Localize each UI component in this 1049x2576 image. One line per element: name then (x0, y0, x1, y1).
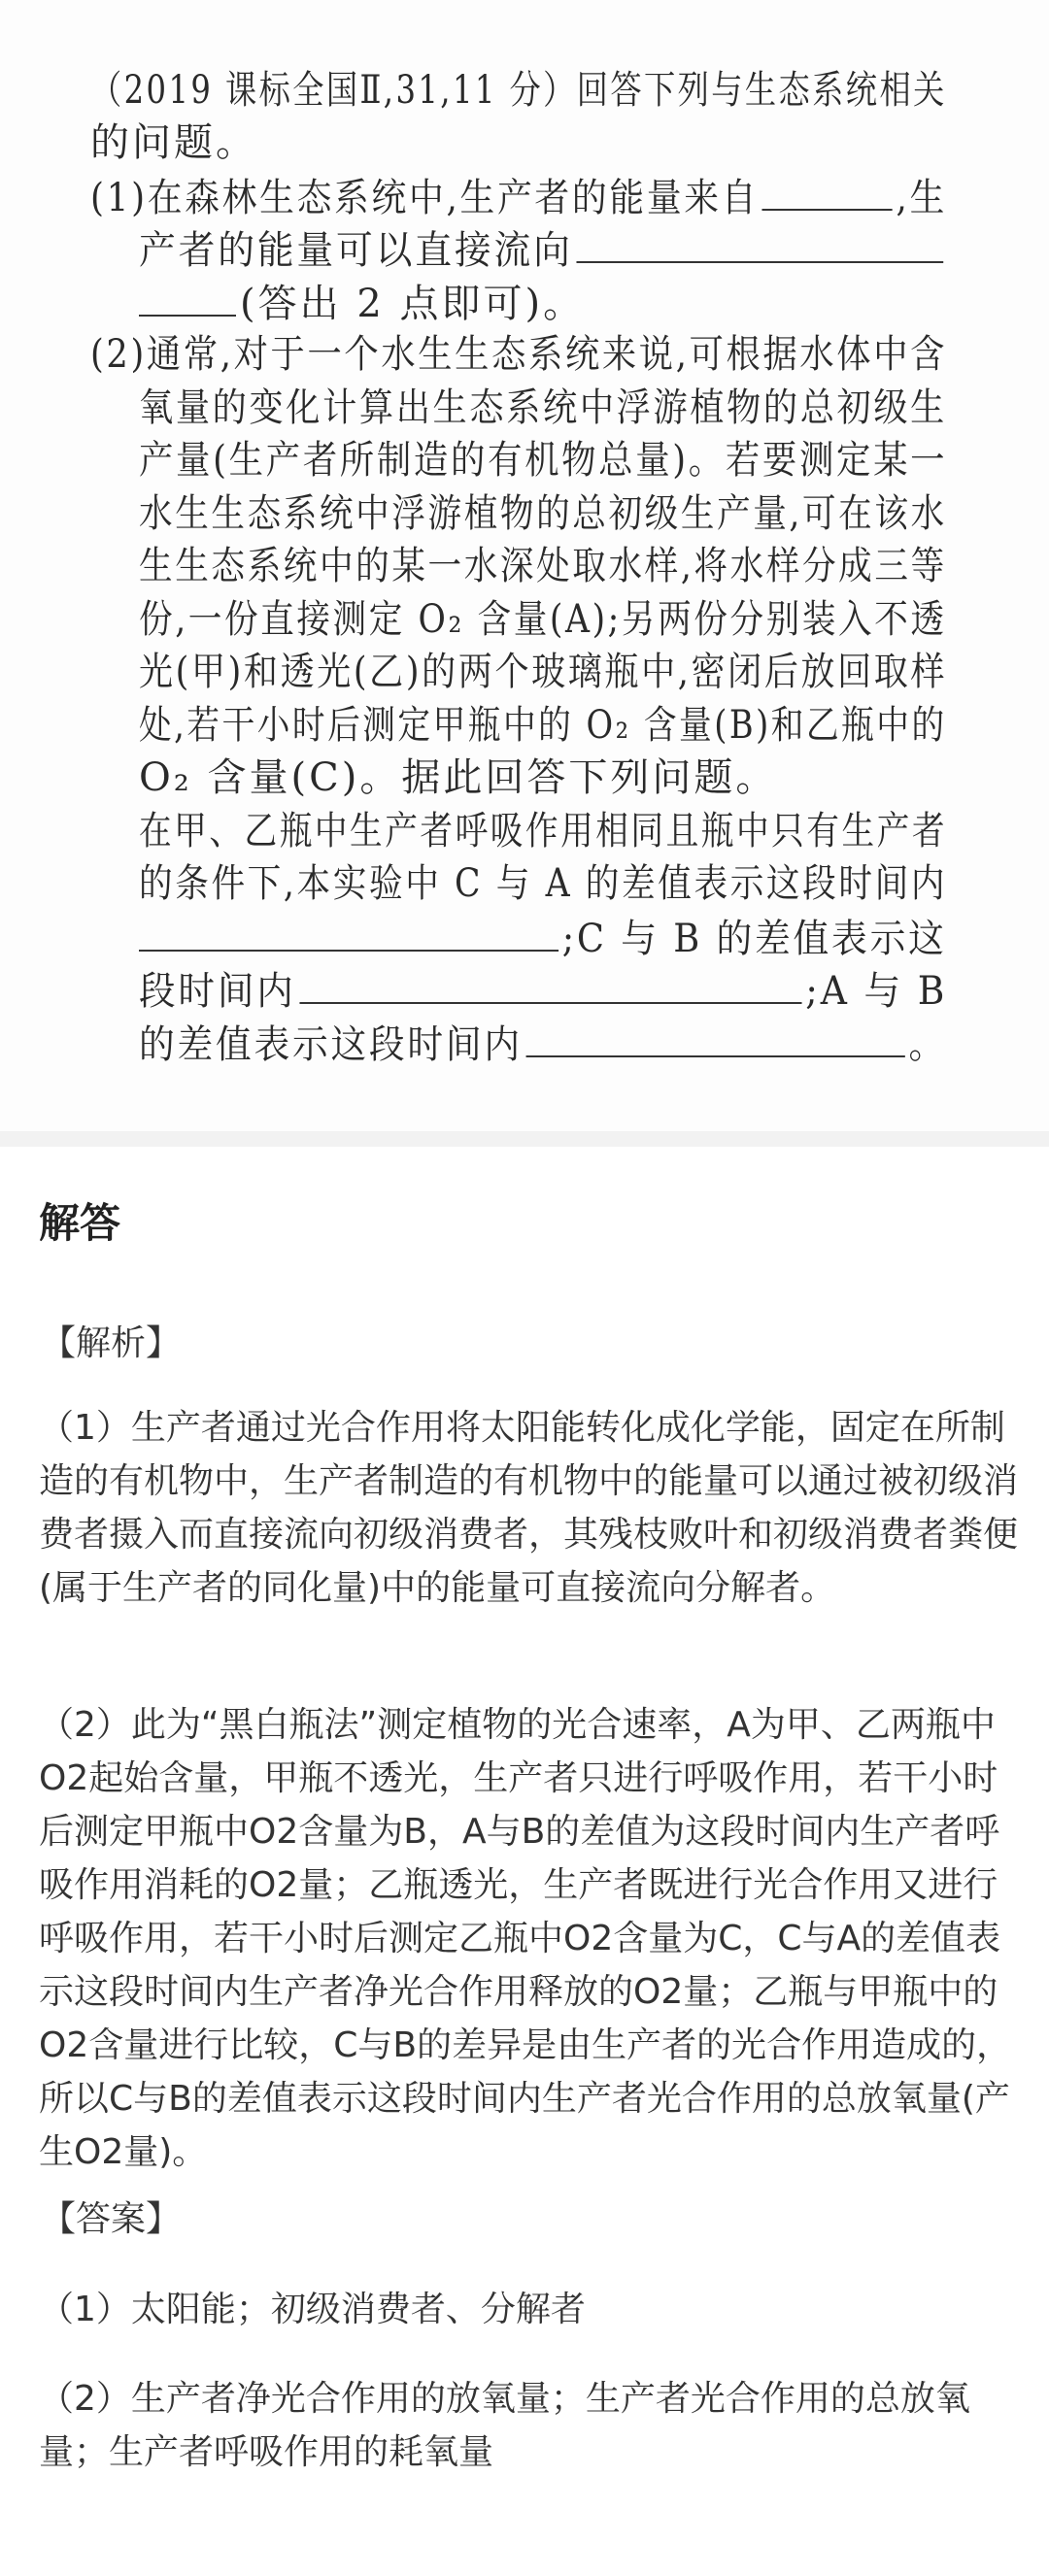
answer-tag: 【答案】 (41, 2199, 182, 2239)
question-line: 在甲、乙瓶中生产者呼吸作用相同且瓶中只有生产者 (139, 809, 947, 853)
answer-blank (139, 911, 558, 952)
answer-blank (526, 1017, 905, 1057)
question-line: 份,一份直接测定 O₂ 含量(A);另两份分别装入不透 (139, 597, 947, 642)
question-line: 水生生态系统中浮游植物的总初级生产量,可在该水 (139, 491, 947, 536)
question-line (139, 222, 947, 275)
question-line: 产量(生产者所制造的有机物总量)。若要测定某一 (139, 438, 948, 483)
question-text: 产者的能量可以直接流向 (139, 228, 573, 273)
question-line: （2019 课标全国Ⅱ,31,11 分）回答下列与生态系统相关 (90, 68, 947, 113)
question-text: 的差值表示这段时间内 (139, 1022, 523, 1067)
question-text: (1)在森林生态系统中,生产者的能量来自 (90, 176, 760, 220)
answer-item: （1）太阳能；初级消费者、分解者 (39, 2290, 586, 2329)
question-line (139, 963, 947, 1016)
question-image (0, 0, 1049, 1131)
analysis-paragraph: （2）此为“黑白瓶法”测定植物的光合速率，A为甲、乙两瓶中O2起始含量，甲瓶不透光，生产者只进行呼吸作用，若干小时后测定甲瓶中O2含量为B，A与B的差值为这段时间内生产者呼吸作用消耗的O2量；乙瓶透光，生产者既进行光合作用又进行呼吸作用，若干小时后测定乙瓶中O2含量为C，C与A的差值表示这段时间内生产者净光合作用释放的O2量；乙瓶与甲瓶中的O2含量进行比较，C与B的差异是由生产者的光合作用造成的，所以C与B的差值表示这段时间内生产者光合作用的总放氧量(产生O2量)。 (39, 1705, 1012, 2172)
question-line: 光(甲)和透光(乙)的两个玻璃瓶中,密闭后放回取样 (139, 650, 948, 694)
question-text: ;A 与 B (805, 969, 948, 1014)
answer-heading: 解答 (39, 1199, 121, 1247)
question-line (139, 1017, 947, 1069)
question-text: ;C 与 B 的差值表示这 (561, 917, 947, 961)
answer-blank (139, 276, 236, 317)
analysis-paragraph: （1）生产者通过光合作用将太阳能转化成化学能，固定在所制造的有机物中，生产者制造的有机物中的能量可以通过被初级消费者摄入而直接流向初级消费者，其残枝败叶和初级消费者粪便(属于生产者的同化量)中的能量可直接流向分解者。 (39, 1408, 1019, 1608)
answer-blank (576, 222, 943, 263)
section-divider (0, 1131, 1049, 1147)
question-line: 的问题。 (90, 120, 257, 165)
question-line: O₂ 含量(C)。据此回答下列问题。 (139, 755, 778, 800)
question-line: 的条件下,本实验中 C 与 A 的差值表示这段时间内 (139, 861, 948, 906)
question-line (139, 276, 585, 328)
question-line: 氧量的变化计算出生态系统中浮游植物的总初级生 (139, 385, 947, 430)
answer-item: （2）生产者净光合作用的放氧量；生产者光合作用的总放氧量；生产者呼吸作用的耗氧量 (39, 2379, 970, 2472)
question-line: (2)通常,对于一个水生生态系统来说,可根据水体中含 (90, 332, 948, 377)
question-line (139, 911, 947, 963)
question-line: 生生态系统中的某一水深处取水样,将水样分成三等 (139, 544, 947, 588)
question-text: (答出 2 点即可)。 (240, 282, 586, 326)
analysis-tag: 【解析】 (41, 1323, 182, 1363)
question-text: 段时间内 (139, 969, 296, 1014)
question-line: 处,若干小时后测定甲瓶中的 O₂ 含量(B)和乙瓶中的 (139, 703, 947, 748)
question-text: 。 (908, 1022, 947, 1067)
answer-blank (762, 170, 893, 211)
question-line (90, 170, 947, 222)
question-text: ,生 (896, 176, 948, 220)
answer-blank (299, 963, 801, 1004)
